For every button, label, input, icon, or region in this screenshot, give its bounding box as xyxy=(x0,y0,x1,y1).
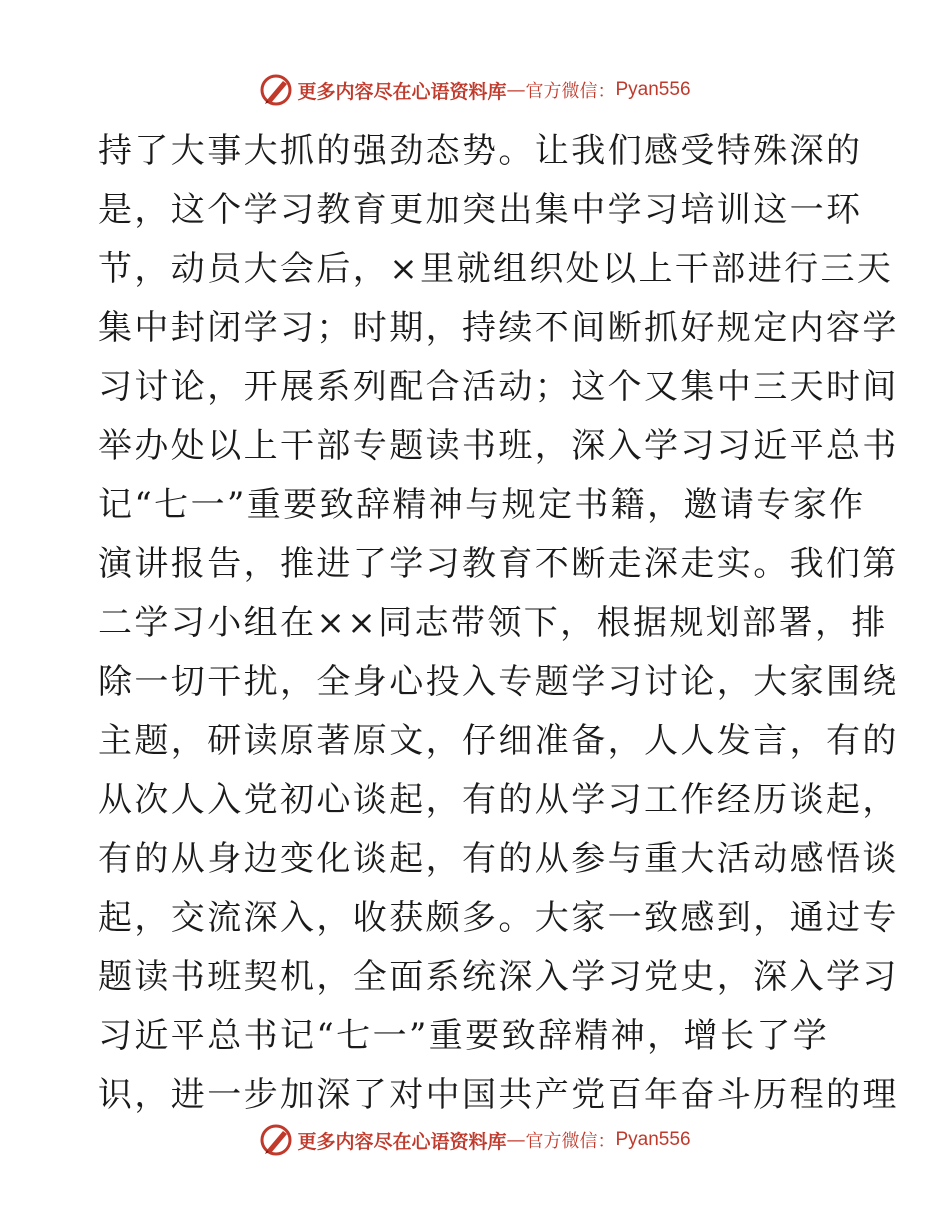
text-line: 节，动员大会后，×里就组织处以上干部进行三天 xyxy=(98,249,894,289)
banner-label: 官方微信： xyxy=(525,1131,616,1152)
text-line: 二学习小组在××同志带领下，根据规划部署，排 xyxy=(98,603,888,643)
banner-main-text: 更多内容尽在心语资料库 xyxy=(297,1130,507,1153)
text-line: 习近平总书记“七一”重要致辞精神，增长了学 xyxy=(98,1016,830,1056)
text-line: 是，这个学习教育更加突出集中学习培训这一环 xyxy=(98,190,863,230)
text-line: 有的从身边变化谈起，有的从参与重大活动感悟谈 xyxy=(98,839,899,879)
text-line: 主题，研读原著原文，仔细准备，人人发言，有的 xyxy=(98,721,899,761)
text-line: 识，进一步加深了对中国共产党百年奋斗历程的理 xyxy=(98,1075,899,1115)
document-body xyxy=(98,122,899,1125)
banner-dash: — xyxy=(506,79,526,101)
pen-logo-icon xyxy=(259,73,293,107)
banner-wechat-id: Pyan556 xyxy=(615,79,691,100)
text-line: 持了大事大抓的强劲态势。让我们感受特殊深的 xyxy=(98,131,863,171)
pen-logo-icon xyxy=(259,1123,293,1157)
text-line: 演讲报告，推进了学习教育不断走深走实。我们第 xyxy=(98,544,899,584)
banner-label: 官方微信： xyxy=(525,81,616,102)
text-line: 除一切干扰，全身心投入专题学习讨论，大家围绕 xyxy=(98,662,899,702)
text-line: 起，交流深入，收获颇多。大家一致感到，通过专 xyxy=(98,898,899,938)
text-line: 从次人入党初心谈起，有的从学习工作经历谈起， xyxy=(98,780,899,820)
text-line: 习讨论，开展系列配合活动；这个又集中三天时间 xyxy=(98,367,899,407)
text-line: 题读书班契机，全面系统深入学习党史，深入学习 xyxy=(98,957,899,997)
text-line: 举办处以上干部专题读书班，深入学习习近平总书 xyxy=(98,426,899,466)
text-line: 记“七一”重要致辞精神与规定书籍，邀请专家作 xyxy=(98,485,866,525)
text-line: 集中封闭学习；时期，持续不间断抓好规定内容学 xyxy=(98,308,899,348)
banner-dash: — xyxy=(506,1129,526,1151)
header-banner xyxy=(0,70,950,110)
banner-main-text: 更多内容尽在心语资料库 xyxy=(297,80,507,103)
footer-banner xyxy=(0,1120,950,1160)
banner-wechat-id: Pyan556 xyxy=(615,1129,691,1150)
